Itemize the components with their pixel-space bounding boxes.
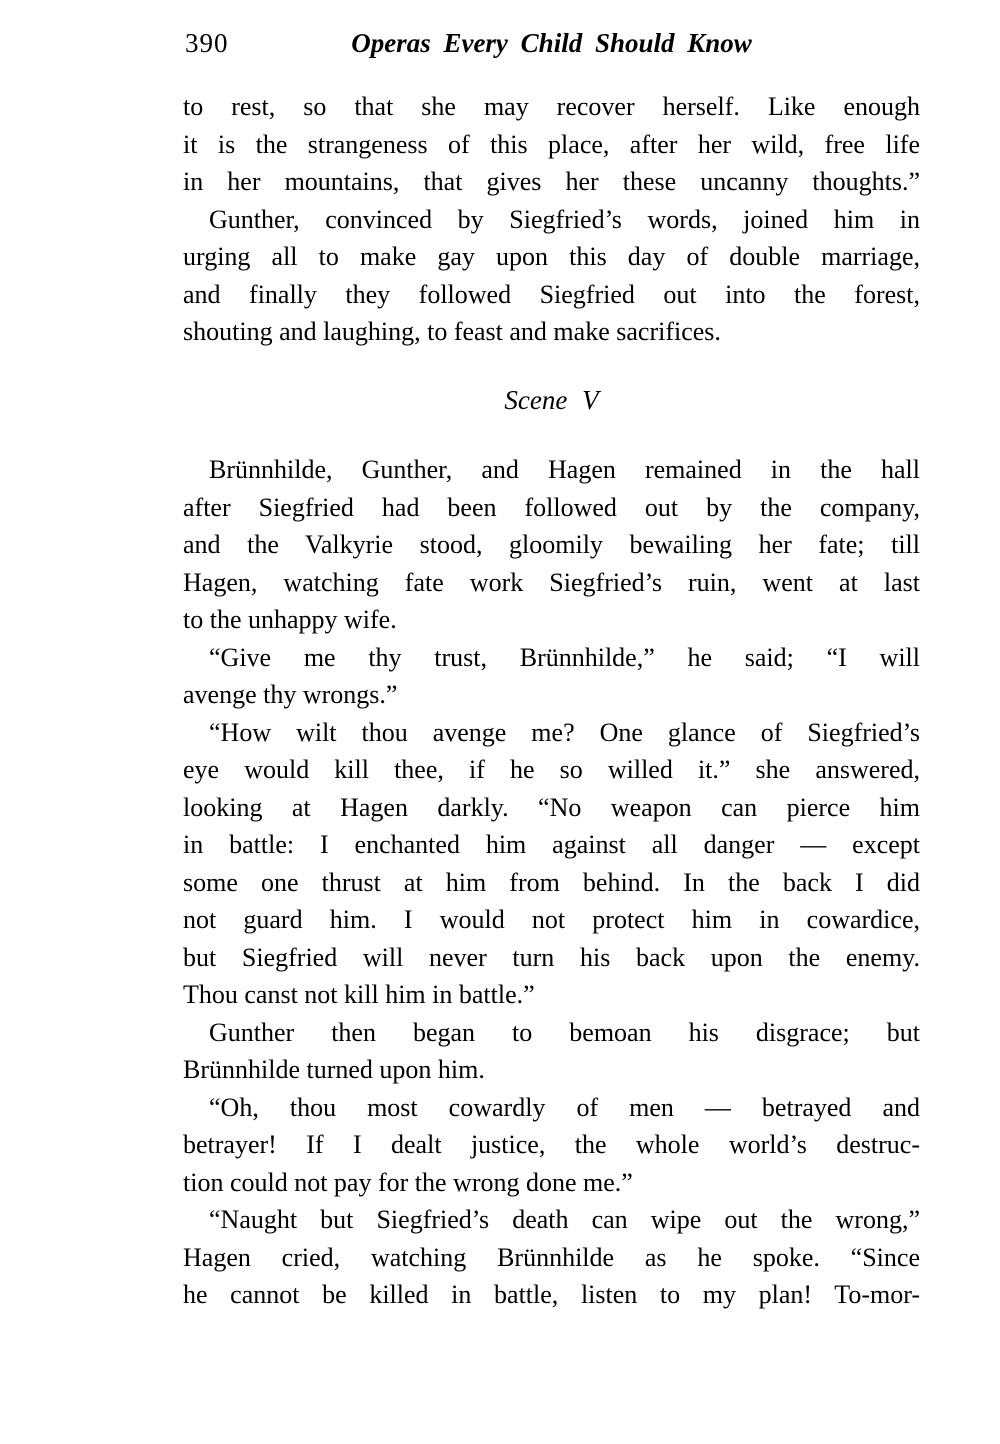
- text-line: to the unhappy wife.: [183, 605, 397, 634]
- page-number: 390: [185, 28, 229, 58]
- text-line: Hagen cried, watching Brünnhilde as he spoke. “Since: [183, 1242, 920, 1272]
- text-line: urging all to make gay upon this day of double marriage,: [183, 242, 920, 271]
- paragraph: [183, 714, 920, 1014]
- paragraph: [183, 1014, 920, 1089]
- text-line: he cannot be killed in battle, listen to my plan! To-mor-: [183, 1280, 920, 1309]
- text-body: [183, 88, 920, 1314]
- text-line: betrayer! If I dealt justice, the whole world’s destruc-: [183, 1130, 920, 1159]
- text-line: but Siegfried will never turn his back upon the enemy.: [183, 942, 920, 972]
- text-line: “Naught but Siegfried’s death can wipe out the wrong,”: [209, 1205, 920, 1234]
- text-line: Thou canst not kill him in battle.”: [183, 980, 535, 1009]
- text-line: Brünnhilde, Gunther, and Hagen remained in the hall: [209, 455, 920, 484]
- text-line: Gunther, convinced by Siegfried’s words, joined him in: [209, 204, 920, 234]
- text-line: eye would kill thee, if he so willed it.” she answered,: [183, 755, 920, 784]
- running-title: Operas Every Child Should Know: [351, 28, 752, 58]
- scene-heading: Scene V: [504, 384, 599, 415]
- text-line: “How wilt thou avenge me? One glance of Siegfried’s: [209, 717, 920, 747]
- text-line: shouting and laughing, to feast and make sacrifices.: [183, 317, 721, 346]
- text-line: tion could not pay for the wrong done me.”: [183, 1167, 633, 1197]
- text-line: it is the strangeness of this place, after her wild, free life: [183, 129, 920, 159]
- paragraph: [183, 1201, 920, 1314]
- paragraph: [183, 201, 920, 351]
- text-line: avenge thy wrongs.”: [183, 680, 398, 709]
- page-content: [183, 28, 920, 1314]
- text-line: “Give me thy trust, Brünnhilde,” he said; “I will: [209, 642, 920, 672]
- paragraph: [183, 451, 920, 639]
- text-line: and the Valkyrie stood, gloomily bewailing her fate; till: [183, 530, 920, 559]
- text-line: not guard him. I would not protect him in cowardice,: [183, 905, 920, 934]
- page-header: [183, 28, 920, 64]
- text-line: in battle: I enchanted him against all danger — except: [183, 830, 920, 859]
- paragraph: [183, 88, 920, 201]
- paragraph: [183, 1089, 920, 1202]
- text-line: some one thrust at him from behind. In the back I did: [183, 867, 920, 897]
- text-line: “Oh, thou most cowardly of men — betrayed and: [209, 1092, 920, 1122]
- text-line: to rest, so that she may recover herself. Like enough: [183, 92, 920, 121]
- text-line: after Siegfried had been followed out by the company,: [183, 492, 920, 522]
- text-line: in her mountains, that gives her these uncanny thoughts.”: [183, 167, 920, 196]
- paragraph: [183, 639, 920, 714]
- text-line: and finally they followed Siegfried out into the forest,: [183, 279, 920, 309]
- text-line: looking at Hagen darkly. “No weapon can pierce him: [183, 792, 920, 822]
- text-line: Gunther then began to bemoan his disgrace; but: [209, 1017, 920, 1047]
- text-line: Brünnhilde turned upon him.: [183, 1055, 485, 1084]
- text-line: Hagen, watching fate work Siegfried’s ruin, went at last: [183, 567, 920, 597]
